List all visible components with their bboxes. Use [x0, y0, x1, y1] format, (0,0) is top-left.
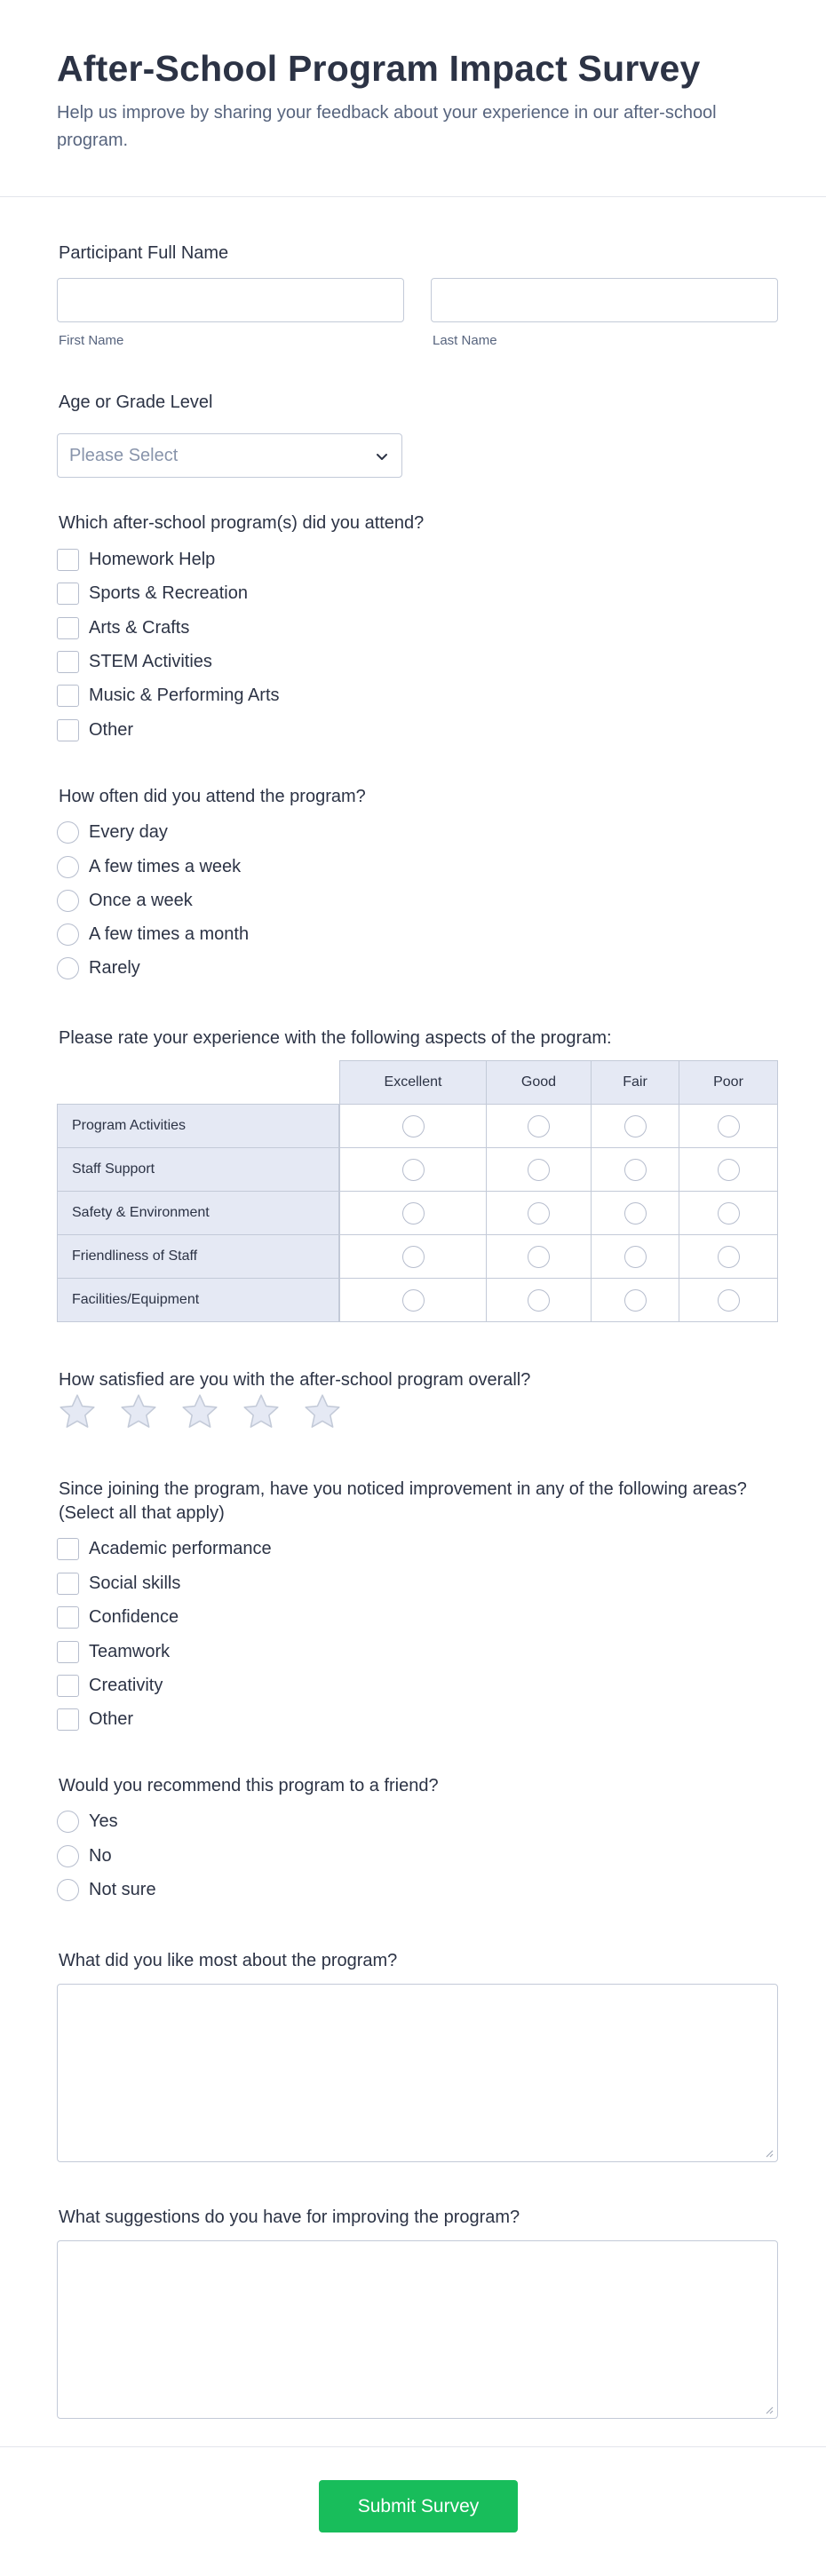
frequency-option-label: Rarely [89, 958, 140, 978]
form-header [0, 0, 826, 197]
matrix-radio[interactable] [528, 1289, 550, 1312]
submit-survey-button[interactable]: Submit Survey [319, 2480, 518, 2532]
improvement-checkbox[interactable] [57, 1573, 79, 1595]
matrix-column-header: Good [486, 1060, 592, 1105]
improvement-label: Since joining the program, have you noticed improvement in any of the following areas? (Select all that apply) [59, 1479, 747, 1523]
matrix-radio[interactable] [718, 1246, 740, 1268]
matrix-radio[interactable] [718, 1289, 740, 1312]
suggestions-label: What suggestions do you have for improving the program? [59, 2207, 520, 2227]
frequency-option-label: Once a week [89, 891, 193, 910]
matrix-radio[interactable] [402, 1202, 425, 1225]
satisfaction-label: How satisfied are you with the after-school program overall? [59, 1370, 531, 1390]
resize-handle-icon[interactable] [765, 2149, 774, 2158]
matrix-cell [679, 1191, 778, 1235]
matrix-radio[interactable] [624, 1159, 647, 1181]
improvement-option-label: Social skills [89, 1573, 181, 1593]
liked-most-label: What did you like most about the program? [59, 1951, 398, 1970]
age-grade-field [57, 391, 778, 480]
program-option-label: Homework Help [89, 550, 216, 569]
matrix-cell [679, 1278, 778, 1322]
improvement-checkbox[interactable] [57, 1675, 79, 1697]
program-option-label: Sports & Recreation [89, 583, 248, 603]
participant-name-field [57, 242, 778, 357]
matrix-cell [591, 1191, 679, 1235]
matrix-radio[interactable] [718, 1159, 740, 1181]
rating-matrix-label: Please rate your experience with the following aspects of the program: [59, 1028, 612, 1048]
improvement-option-label: Other [89, 1709, 134, 1729]
program-checkbox[interactable] [57, 651, 79, 673]
matrix-cell [679, 1234, 778, 1279]
matrix-cell [486, 1234, 592, 1279]
program-option-label: Other [89, 720, 134, 740]
program-option-label: Arts & Crafts [89, 618, 190, 638]
recommend-option-label: No [89, 1846, 112, 1866]
matrix-row-label: Facilities/Equipment [57, 1278, 339, 1322]
matrix-radio[interactable] [624, 1202, 647, 1225]
satisfaction-field [57, 1368, 778, 1448]
matrix-cell [486, 1147, 592, 1192]
improvement-option-label: Academic performance [89, 1539, 272, 1558]
frequency-radio[interactable] [57, 890, 79, 912]
matrix-radio[interactable] [718, 1115, 740, 1137]
recommend-option-label: Yes [89, 1811, 118, 1831]
star-icon[interactable] [57, 1391, 98, 1432]
star-icon[interactable] [241, 1391, 282, 1432]
matrix-radio[interactable] [402, 1115, 425, 1137]
form-title: After-School Program Impact Survey [57, 48, 701, 89]
matrix-radio[interactable] [624, 1289, 647, 1312]
star-icon[interactable] [302, 1391, 343, 1432]
matrix-radio[interactable] [528, 1159, 550, 1181]
program-option-label: STEM Activities [89, 652, 212, 671]
matrix-cell [591, 1278, 679, 1322]
matrix-cell [679, 1147, 778, 1192]
participant-name-label: Participant Full Name [59, 243, 229, 263]
liked-most-field [57, 1949, 778, 2167]
matrix-cell [591, 1234, 679, 1279]
matrix-cell [339, 1191, 487, 1235]
liked-most-textarea[interactable] [57, 1984, 778, 2162]
recommend-label: Would you recommend this program to a friend? [59, 1776, 439, 1795]
frequency-radio[interactable] [57, 923, 79, 946]
matrix-radio[interactable] [528, 1115, 550, 1137]
chevron-down-icon [375, 449, 389, 464]
matrix-cell [339, 1104, 487, 1148]
matrix-cell [339, 1147, 487, 1192]
recommend-option-label: Not sure [89, 1880, 156, 1899]
program-checkbox[interactable] [57, 549, 79, 571]
frequency-option-label: A few times a week [89, 857, 242, 876]
matrix-row-label: Friendliness of Staff [57, 1234, 339, 1279]
suggestions-field [57, 2206, 778, 2423]
matrix-row-label: Safety & Environment [57, 1191, 339, 1235]
form-footer [0, 2446, 826, 2576]
frequency-radio[interactable] [57, 856, 79, 878]
age-grade-label: Age or Grade Level [59, 392, 213, 412]
matrix-cell [339, 1234, 487, 1279]
improvement-option-label: Creativity [89, 1676, 163, 1695]
improvement-checkbox[interactable] [57, 1641, 79, 1663]
matrix-row-label: Staff Support [57, 1147, 339, 1192]
programs-field [57, 511, 778, 742]
first-name-sublabel: First Name [59, 333, 124, 348]
program-checkbox[interactable] [57, 719, 79, 741]
first-name-input[interactable] [57, 278, 404, 322]
matrix-cell [486, 1278, 592, 1322]
programs-label: Which after-school program(s) did you attend? [59, 513, 425, 533]
recommend-radio[interactable] [57, 1879, 79, 1901]
matrix-cell [679, 1104, 778, 1148]
matrix-radio[interactable] [624, 1115, 647, 1137]
matrix-cell [486, 1104, 592, 1148]
matrix-radio[interactable] [528, 1202, 550, 1225]
recommend-radio[interactable] [57, 1811, 79, 1833]
program-checkbox[interactable] [57, 685, 79, 707]
matrix-cell [339, 1278, 487, 1322]
frequency-field [57, 785, 778, 989]
recommend-radio[interactable] [57, 1845, 79, 1867]
recommend-field [57, 1774, 778, 1916]
last-name-input[interactable] [431, 278, 778, 322]
form-subtitle: Help us improve by sharing your feedback about your experience in our after-school program. [57, 103, 717, 150]
frequency-option-label: A few times a month [89, 924, 250, 944]
frequency-radio[interactable] [57, 821, 79, 844]
frequency-option-label: Every day [89, 822, 168, 842]
program-checkbox[interactable] [57, 617, 79, 639]
last-name-sublabel: Last Name [433, 333, 497, 348]
matrix-cell [591, 1104, 679, 1148]
star-icon[interactable] [179, 1391, 220, 1432]
matrix-cell [486, 1191, 592, 1235]
age-grade-placeholder: Please Select [69, 446, 179, 465]
matrix-row-label: Program Activities [57, 1104, 339, 1148]
improvement-checkbox[interactable] [57, 1708, 79, 1731]
matrix-column-header: Excellent [339, 1060, 487, 1105]
improvement-checkbox[interactable] [57, 1538, 79, 1560]
matrix-radio[interactable] [624, 1246, 647, 1268]
matrix-column-header: Poor [679, 1060, 778, 1105]
frequency-label: How often did you attend the program? [59, 787, 366, 806]
program-checkbox[interactable] [57, 583, 79, 605]
program-option-label: Music & Performing Arts [89, 686, 280, 705]
frequency-radio[interactable] [57, 957, 79, 979]
matrix-column-header: Fair [591, 1060, 679, 1105]
matrix-radio[interactable] [402, 1159, 425, 1181]
rating-matrix-field [57, 1026, 778, 1328]
suggestions-textarea[interactable] [57, 2240, 778, 2419]
improvement-field [57, 1478, 778, 1744]
matrix-radio[interactable] [402, 1246, 425, 1268]
matrix-cell [591, 1147, 679, 1192]
improvement-option-label: Confidence [89, 1607, 179, 1627]
improvement-checkbox[interactable] [57, 1606, 79, 1629]
resize-handle-icon[interactable] [765, 2406, 774, 2414]
age-grade-select[interactable] [57, 433, 402, 478]
matrix-radio[interactable] [528, 1246, 550, 1268]
matrix-radio[interactable] [402, 1289, 425, 1312]
star-icon[interactable] [118, 1391, 159, 1432]
matrix-radio[interactable] [718, 1202, 740, 1225]
improvement-option-label: Teamwork [89, 1642, 171, 1661]
